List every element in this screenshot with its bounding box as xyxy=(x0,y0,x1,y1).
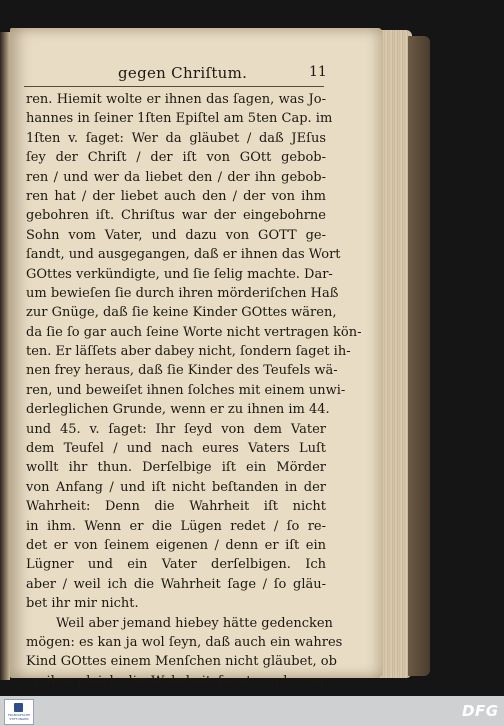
text-line: nen frey heraus, daß ſie Kinder des Teufels wä- xyxy=(26,363,338,379)
text-line: 1ſten v. ſaget: Wer da gläubet / daß JEſus xyxy=(26,130,326,146)
text-line: GOttes verkündigte, und ſie ſelig machte. Dar- xyxy=(26,266,333,282)
text-line: gebohren iſt. Chriſtus war der eingebohrne xyxy=(26,208,326,224)
library-logo[interactable] xyxy=(4,699,34,725)
library-emblem-icon xyxy=(14,703,23,712)
text-line: Kind GOttes einem Menſchen nicht gläubet, ob xyxy=(26,654,337,670)
text-line: Lügner und ein Vater derſelbigen. Ich xyxy=(26,557,326,573)
text-line: ſandt, und ausgegangen, daß er ihnen das Wort xyxy=(26,247,341,263)
text-line: ren, und beweiſet ihnen ſolches mit einem unwi- xyxy=(26,382,346,398)
library-logo-text: FRANCKESCHE STIFTUNGEN xyxy=(7,713,31,721)
text-line: zur Gnüge, daß ſie keine Kinder GOttes wären, xyxy=(26,305,337,321)
viewer-footer-bar xyxy=(0,696,504,726)
text-line: um bewieſen ſie durch ihren mörderiſchen Haß xyxy=(26,285,339,301)
dfg-logo[interactable]: DFG xyxy=(462,702,499,720)
text-line: Sohn vom Vater, und dazu von GOTT ge- xyxy=(26,227,326,243)
text-line: ren. Hiemit wolte er ihnen das ſagen, was Jo- xyxy=(26,92,326,107)
body-text xyxy=(26,90,362,711)
left-page-edge xyxy=(0,32,10,680)
text-line: hannes in ſeiner 1ſten Epiſtel am 5ten Cap. im xyxy=(26,111,333,127)
text-line: det er von ſeinem eigenen / denn er iſt ein xyxy=(26,537,326,553)
text-line: mögen: es kan ja wol ſeyn, daß auch ein wahres xyxy=(26,634,343,650)
text-line: ren / und wer da liebet den / der ihn gebob- xyxy=(26,169,326,185)
text-line: und 45. v. ſaget: Ihr ſeyd von dem Vater xyxy=(26,421,326,437)
text-line: derleglichen Grunde, wenn er zu ihnen im 44. xyxy=(26,402,330,418)
text-line: Wahrheit: Denn die Wahrheit iſt nicht xyxy=(26,499,326,515)
book-cover-edge xyxy=(408,36,430,676)
text-line: wollt ihr thun. Derſelbige iſt ein Mörder xyxy=(26,460,326,476)
page-number: 11 xyxy=(309,64,327,80)
text-line: er ihm gleich die Wahrheit ſaget; und zwar xyxy=(26,673,326,689)
text-line: bet ihr mir nicht. xyxy=(26,596,139,612)
header-rule xyxy=(24,86,324,87)
text-line: ſey der Chriſt / der iſt von GOtt gebob- xyxy=(26,150,326,166)
text-line: ren hat / der liebet auch den / der von ihm xyxy=(26,188,326,204)
text-line: da ſie ſo gar auch ſeine Worte nicht vertragen kön- xyxy=(26,324,362,340)
running-header: gegen Chriſtum. xyxy=(118,64,248,82)
text-line: von Anfang / und iſt nicht beſtanden in der xyxy=(26,479,326,495)
text-line: dem Teufel / und nach eures Vaters Luſt xyxy=(26,441,326,457)
text-line: Weil aber jemand hiebey hätte gedencken xyxy=(56,615,333,631)
text-line: aber / weil ich die Wahrheit ſage / ſo gläu- xyxy=(26,576,326,592)
text-line: in ihm. Wenn er die Lügen redet / ſo re- xyxy=(26,518,326,534)
text-line: ten. Er läſſets aber dabey nicht, ſondern ſaget ih- xyxy=(26,344,351,360)
page-stack-edges xyxy=(378,30,412,678)
